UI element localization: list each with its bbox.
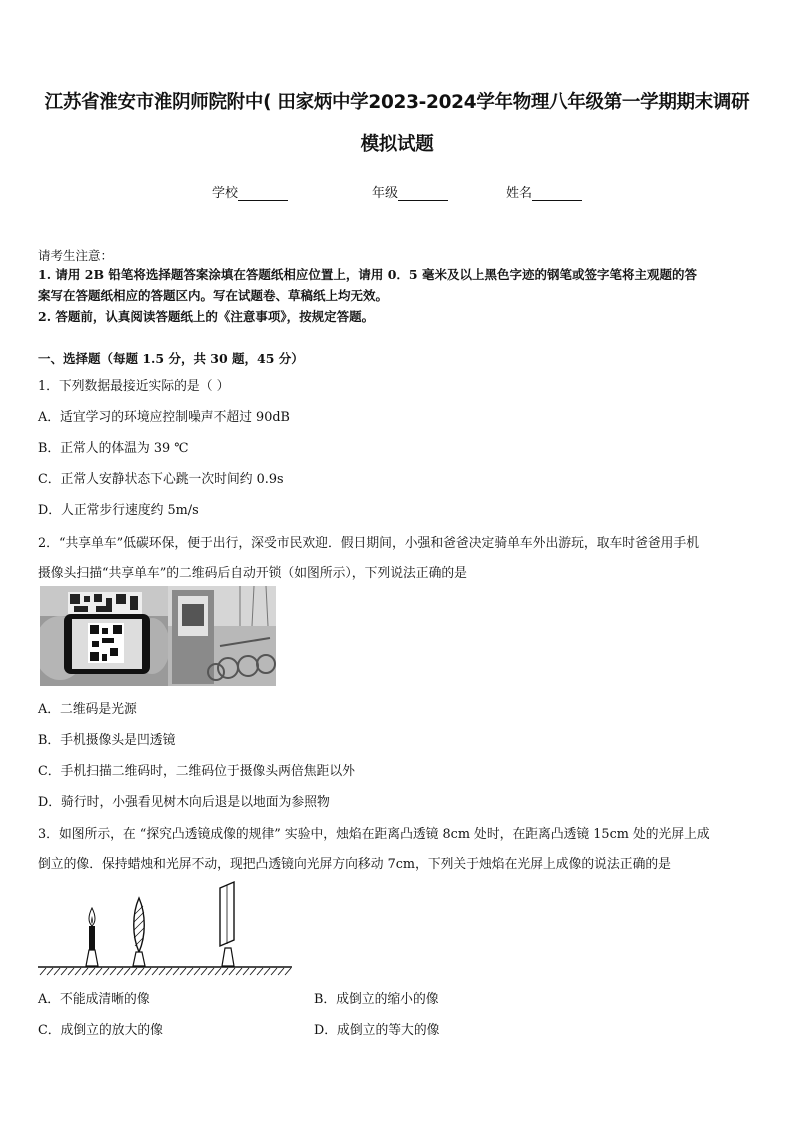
notice-item-2: 2. 答题前，认真阅读答题纸上的《注意事项》，按规定答题。 [38,309,375,324]
convex-lens-icon [133,898,145,966]
light-screen-icon [220,882,234,966]
q1-stem: 1．下列数据最接近实际的是（ ） [38,379,230,394]
q1-option-a: A．适宜学习的环境应控制噪声不超过 90dB [38,410,290,425]
student-info-row [0,182,794,202]
q3-stem-line-1: 3．如图所示，在 “探究凸透镜成像的规律” 实验中，烛焰在距离凸透镜 8cm 处时，在距离凸透镜 15cm 处的光屏上成 [38,827,710,842]
q3-option-d: D．成倒立的等大的像 [314,1023,440,1038]
q3-option-b: B．成倒立的缩小的像 [314,992,439,1007]
q2-option-d: D．骑行时，小强看见树木向后退是以地面为参照物 [38,795,330,810]
q1-option-c: C．正常人安静状态下心跳一次时间约 0.9s [38,472,284,487]
q2-stem-line-1: 2．“共享单车”低碳环保，便于出行，深受市民欢迎．假日期间，小强和爸爸决定骑单车外出游玩，取车时爸爸用手机 [38,536,700,551]
exam-title-line-1: 江苏省淮安市淮阴师院附中( 田家炳中学2023-2024学年物理八年级第一学期期末调研 [44,92,750,113]
candle-icon [86,908,98,966]
school-field: 学校 [212,182,288,201]
grade-field: 年级 [372,182,448,201]
q3-option-c: C．成倒立的放大的像 [38,1023,163,1038]
q1-option-d: D．人正常步行速度约 5m/s [38,503,199,518]
q2-option-a: A．二维码是光源 [38,702,137,717]
notice-item-1-line-1: 1. 请用 2B 铅笔将选择题答案涂填在答题纸相应位置上，请用 0．5 毫米及以上黑色字迹的钢笔或签字笔将主观题的答 [38,267,697,282]
phone-screen-qr-code [88,623,124,663]
q3-stem-line-2: 倒立的像．保持蜡烛和光屏不动，现把凸透镜向光屏方向移动 7cm，下列关于烛焰在光屏上成像的说法正确的是 [38,857,671,872]
q2-figure-qr-scan [40,586,276,686]
name-field: 姓名 [506,182,582,201]
notice-heading: 请考生注意： [38,248,114,263]
exam-title-line-2: 模拟试题 [360,134,434,155]
notice-item-1-line-2: 案写在答题纸相应的答题区内。写在试题卷、草稿纸上均无效。 [38,288,389,303]
q2-stem-line-2: 摄像头扫描“共享单车”的二维码后自动开锁（如图所示），下列说法正确的是 [38,566,467,581]
q3-option-a: A．不能成清晰的像 [38,992,150,1007]
q2-option-c: C．手机扫描二维码时，二维码位于摄像头两倍焦距以外 [38,764,355,779]
q1-option-b: B．正常人的体温为 39 ℃ [38,441,189,456]
q3-figure-optical-bench [36,878,294,978]
background-qr-code [68,592,142,614]
section-heading: 一、选择题（每题 1.5 分，共 30 题，45 分） [38,351,304,366]
q2-option-b: B．手机摄像头是凹透镜 [38,733,176,748]
